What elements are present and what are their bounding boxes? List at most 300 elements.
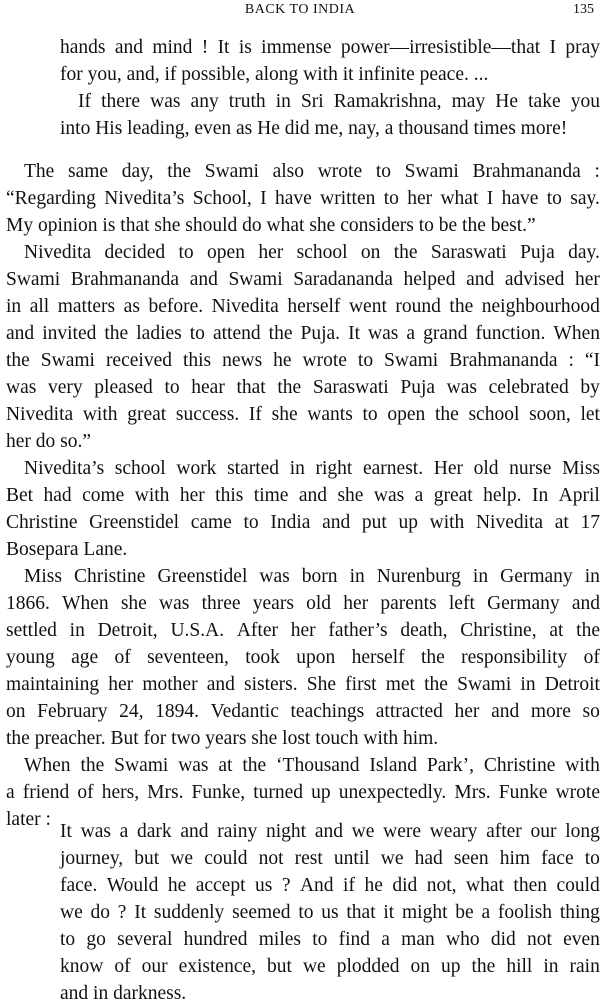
word: was [159, 593, 190, 614]
word: several [117, 929, 173, 950]
text-line [60, 872, 600, 899]
word: to [312, 929, 328, 950]
text-line: the preacher. But for two years she lost touch with him. [6, 728, 439, 749]
word: know [60, 956, 104, 977]
word: “I [584, 350, 600, 371]
word: rest [294, 848, 323, 869]
word: decided [104, 242, 166, 263]
word: night [266, 821, 307, 842]
word: responsibility [461, 647, 568, 668]
word: not [258, 848, 284, 869]
word: Bet [6, 485, 34, 506]
word: Brahmananda [449, 350, 558, 371]
word: Vedantic [210, 701, 279, 722]
word: news [222, 350, 263, 371]
word: It [348, 323, 361, 344]
word: came [190, 512, 232, 533]
word: and [180, 821, 209, 842]
text-line: for you, and, if possible, along with it infinite peace. ... [60, 64, 489, 85]
word: what [440, 188, 479, 209]
word: that [346, 902, 376, 923]
word: Swami [404, 161, 459, 182]
word: he [364, 875, 383, 896]
word: death, [400, 620, 448, 641]
word: rainy [217, 821, 258, 842]
word: Swami [114, 755, 169, 776]
word: seemed [232, 902, 291, 923]
text-line [6, 617, 600, 644]
word: Mrs. [147, 782, 184, 803]
word: if [343, 875, 355, 896]
word: foolish [497, 902, 553, 923]
word: hill [506, 956, 533, 977]
word: also [272, 161, 305, 182]
word: and [206, 674, 235, 695]
word: Christine [483, 755, 556, 776]
word: unexpectedly. [338, 782, 447, 803]
word: a [6, 782, 15, 803]
text-line [6, 779, 600, 806]
word: and [298, 485, 328, 506]
text-line: and in darkness. [60, 983, 187, 1004]
word: was [446, 377, 477, 398]
word: settled [6, 620, 57, 641]
word: attracted [375, 701, 443, 722]
word: Saraswati [312, 377, 389, 398]
funke-quote [60, 818, 600, 1007]
word: all [29, 296, 50, 317]
word: the [424, 674, 448, 695]
word: thing [559, 902, 600, 923]
word: come [82, 485, 125, 506]
word: him [499, 848, 531, 869]
word: of [583, 647, 600, 668]
word: time [253, 485, 289, 506]
word: as [123, 296, 140, 317]
word: find [338, 929, 371, 950]
word: Brahmananda [472, 161, 581, 182]
word: : [594, 161, 600, 182]
word: Mrs. [454, 782, 491, 803]
text-line [6, 644, 600, 671]
word: in [543, 956, 559, 977]
word: helped [403, 269, 456, 290]
word: were [383, 821, 422, 842]
word: met [385, 674, 415, 695]
word: up [441, 956, 461, 977]
word: to [383, 188, 399, 209]
word: we [302, 956, 326, 977]
text-line: My opinion is that she should do what she considers to be the best.” [6, 215, 536, 236]
word: the [393, 242, 418, 263]
word: hers, [101, 782, 140, 803]
word: was [6, 377, 37, 398]
word: went [348, 296, 387, 317]
word: take [528, 91, 561, 112]
text-line [6, 266, 600, 293]
text-line [6, 698, 600, 725]
word: hands [60, 37, 106, 58]
text-line [60, 899, 600, 926]
word: Nivedita [211, 296, 279, 317]
word: After [236, 620, 278, 641]
word: with [82, 404, 118, 425]
word: was [150, 91, 181, 112]
word: U.S.A. [170, 620, 225, 641]
word: open [207, 242, 245, 263]
word: on [360, 242, 381, 263]
word: was [80, 821, 111, 842]
word: Swami [6, 269, 61, 290]
word: Swami [457, 674, 512, 695]
text-line [6, 752, 600, 779]
word: in [349, 566, 365, 587]
word: a [406, 323, 416, 344]
word: face. [60, 875, 98, 896]
word: plodded [336, 956, 400, 977]
word: and [114, 37, 143, 58]
word: Germany [487, 593, 560, 614]
text-line [6, 482, 600, 509]
word: When [24, 755, 71, 776]
word: wants [307, 404, 353, 425]
word: day, [121, 161, 154, 182]
word: mind [152, 37, 193, 58]
word: the [242, 755, 267, 776]
word: until [333, 848, 370, 869]
word: who [445, 929, 480, 950]
word: then [513, 875, 547, 896]
word: Island [369, 755, 417, 776]
word: Swami [228, 269, 283, 290]
word: very [47, 377, 83, 398]
word: any [190, 91, 219, 112]
word: there [101, 91, 141, 112]
word: When [553, 323, 600, 344]
word: immense [261, 37, 332, 58]
word: a [119, 821, 129, 842]
word: three [201, 593, 241, 614]
word: The [24, 161, 55, 182]
word: was [178, 755, 209, 776]
word: her [179, 485, 205, 506]
word: Nivedita [475, 512, 544, 533]
word: invited [42, 323, 97, 344]
word: he [273, 350, 292, 371]
word: Miss [562, 458, 600, 479]
word: and [491, 701, 520, 722]
word: up [311, 782, 331, 803]
word: power—irresistible—that [340, 37, 541, 58]
word: Brahmananda [70, 269, 180, 290]
word: her [290, 620, 316, 641]
word: the [576, 620, 600, 641]
word: 1866. [6, 593, 50, 614]
word: open [387, 404, 426, 425]
word: old [306, 593, 332, 614]
word: received [105, 350, 172, 371]
word: help. [483, 485, 522, 506]
word: us [255, 875, 273, 896]
word: her [108, 674, 134, 695]
word: young [6, 647, 55, 668]
word: she [337, 485, 364, 506]
text-line [6, 401, 600, 428]
word: and [571, 593, 600, 614]
word: celebrated [488, 377, 569, 398]
body-text [6, 158, 600, 833]
word: go [86, 929, 106, 950]
word: in [584, 566, 600, 587]
word: April [558, 485, 600, 506]
word: had [414, 848, 443, 869]
word: Swami [384, 350, 439, 371]
word: Christine, [460, 620, 537, 641]
word: put [361, 512, 387, 533]
word: what [466, 875, 504, 896]
word: “Regarding [6, 188, 96, 209]
word: you [570, 91, 600, 112]
word: this [215, 485, 244, 506]
word: face [541, 848, 574, 869]
word: great [127, 404, 167, 425]
word: might [402, 902, 448, 923]
word: at [218, 755, 233, 776]
word: Nivedita [24, 242, 92, 263]
word: written [320, 188, 376, 209]
word: in [275, 91, 291, 112]
word: and [466, 269, 495, 290]
word: Detroit [544, 674, 600, 695]
word: started [227, 458, 280, 479]
word: is [238, 37, 252, 58]
word: with [134, 485, 170, 506]
text-line [6, 158, 600, 185]
word: in [472, 566, 489, 587]
word: long [565, 821, 600, 842]
word: but [134, 848, 160, 869]
letter-quote [60, 34, 600, 142]
word: in [520, 674, 536, 695]
word: and [6, 323, 35, 344]
word: journey, [60, 848, 124, 869]
word: She [306, 674, 337, 695]
word: so [582, 701, 600, 722]
word: Christine [6, 512, 78, 533]
word: Her [433, 458, 463, 479]
word: was [373, 485, 405, 506]
word: father’s [328, 620, 388, 641]
word: hear [191, 377, 225, 398]
text-line [60, 34, 600, 61]
word: but [267, 956, 292, 977]
word: accept [195, 875, 246, 896]
word: do [90, 902, 111, 923]
text-line [6, 509, 600, 536]
word: to [60, 929, 76, 950]
word: wrote [302, 350, 347, 371]
word: And [299, 875, 334, 896]
word: day. [568, 242, 600, 263]
word: School, [192, 188, 252, 209]
word: Detroit, [97, 620, 158, 641]
word: at [549, 620, 564, 641]
word: grand [423, 323, 468, 344]
word: hundred [183, 929, 248, 950]
word: pray [565, 37, 600, 58]
word: age [71, 647, 99, 668]
word: Swami [204, 161, 259, 182]
word: had [43, 485, 72, 506]
word: Nivedita’s [104, 188, 185, 209]
text-line [60, 953, 600, 980]
word: the [80, 755, 105, 776]
word: man [401, 929, 435, 950]
word: her [343, 593, 369, 614]
word: and [322, 512, 351, 533]
word: ladies [136, 323, 182, 344]
word: of [114, 647, 131, 668]
word: Sri [300, 91, 324, 112]
word: ? [281, 875, 291, 896]
word: advised [504, 269, 565, 290]
text-line [60, 88, 600, 115]
word: : [568, 350, 574, 371]
word: Funke, [191, 782, 246, 803]
word: parents [380, 593, 437, 614]
word: the [471, 956, 496, 977]
text-line [6, 185, 600, 212]
word: work [176, 458, 217, 479]
word: to [362, 404, 378, 425]
word: not, [426, 875, 457, 896]
word: years [252, 593, 294, 614]
word: turned [253, 782, 304, 803]
word: took [245, 647, 280, 668]
word: teachings [290, 701, 365, 722]
word: her [454, 701, 480, 722]
word: her [575, 269, 600, 290]
word: mother [142, 674, 198, 695]
word: to [178, 242, 194, 263]
word: Puja [400, 377, 436, 398]
word: on [6, 701, 26, 722]
word: born [301, 566, 338, 587]
word: Nivedita’s [24, 458, 105, 479]
word: school [468, 404, 520, 425]
word: a [481, 902, 491, 923]
word: truth [228, 91, 266, 112]
word: we [351, 821, 375, 842]
word: at [554, 512, 569, 533]
word: the [104, 323, 129, 344]
word: ? [117, 902, 127, 923]
word: we [170, 848, 194, 869]
word: I [549, 37, 557, 58]
word: after [486, 821, 522, 842]
word: left [448, 593, 475, 614]
word: the [449, 296, 474, 317]
word: was [259, 566, 290, 587]
word: Funke [498, 782, 548, 803]
text-line [6, 293, 600, 320]
text-line [6, 320, 600, 347]
word: to [164, 377, 180, 398]
text-line: Bosepara Lane. [6, 539, 128, 560]
word: herself [351, 647, 405, 668]
word: Swami [40, 350, 95, 371]
word: up [398, 512, 418, 533]
word: right [315, 458, 353, 479]
word: our [530, 821, 557, 842]
word: the [434, 404, 459, 425]
text-line [6, 239, 600, 266]
word: not [526, 929, 552, 950]
text-line [60, 926, 600, 953]
word: school [114, 458, 166, 479]
word: say. [570, 188, 600, 209]
word: to [546, 188, 562, 209]
word: and [189, 269, 218, 290]
running-head: BACK TO INDIA [244, 2, 356, 17]
word: February [37, 701, 108, 722]
word: maintaining [6, 674, 100, 695]
word: seventeen, [147, 647, 229, 668]
word: suddenly [153, 902, 225, 923]
word: matters [57, 296, 116, 317]
word: to [298, 902, 314, 923]
word: in [6, 296, 22, 317]
word: Germany [500, 566, 573, 587]
word: neighbourhood [481, 296, 600, 317]
word: rain [569, 956, 600, 977]
word: old [473, 458, 499, 479]
word: seen [453, 848, 489, 869]
word: Puja [520, 242, 555, 263]
word: It [217, 37, 230, 58]
word: existence, [178, 956, 257, 977]
word: to [189, 323, 205, 344]
word: Christine [73, 566, 146, 587]
word: could [556, 875, 600, 896]
word: Greenstidel [157, 566, 248, 587]
word: in [69, 620, 85, 641]
word: did [490, 929, 516, 950]
word: 17 [580, 512, 600, 533]
word: same [68, 161, 109, 182]
word: It [60, 821, 72, 842]
word: ‘Thousand [276, 755, 360, 776]
word: first [345, 674, 377, 695]
page-header [0, 0, 600, 20]
word: sisters. [244, 674, 298, 695]
word: may [451, 91, 486, 112]
text-line [6, 455, 600, 482]
text-line [6, 374, 600, 401]
word: have [501, 188, 539, 209]
word: more [530, 701, 571, 722]
word: in [289, 458, 305, 479]
word: attend [212, 323, 261, 344]
page-number: 135 [573, 2, 594, 17]
word: pleased [94, 377, 153, 398]
word: it [383, 902, 395, 923]
word: India [270, 512, 311, 533]
word: function. [475, 323, 546, 344]
word: Would [106, 875, 159, 896]
word: could [204, 848, 248, 869]
word: her [407, 188, 433, 209]
